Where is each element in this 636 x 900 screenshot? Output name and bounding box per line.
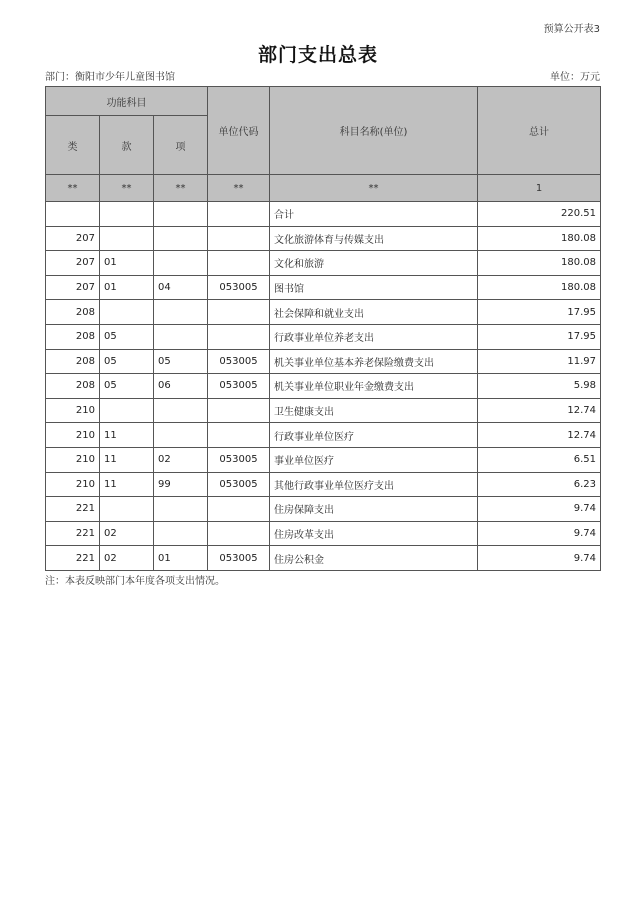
header-mark: ** (46, 175, 100, 202)
cell-xiang (154, 423, 208, 448)
cell-lei: 208 (46, 300, 100, 325)
cell-kuan: 01 (100, 251, 154, 276)
unit-label: 单位：万元 (550, 72, 600, 83)
cell-subject-name: 机关事业单位基本养老保险缴费支出 (270, 349, 478, 374)
cell-lei: 207 (46, 251, 100, 276)
table-row (46, 226, 601, 251)
cell-xiang (154, 398, 208, 423)
cell-kuan: 05 (100, 374, 154, 399)
cell-total: 17.95 (478, 300, 601, 325)
cell-subject-name: 文化旅游体育与传媒支出 (270, 226, 478, 251)
cell-unit-code (208, 521, 270, 546)
table-row (46, 447, 601, 472)
table-row (46, 497, 601, 522)
cell-unit-code (208, 251, 270, 276)
header-lei: 类 (46, 116, 100, 175)
cell-unit-code: 053005 (208, 275, 270, 300)
table-row (46, 349, 601, 374)
cell-xiang (154, 251, 208, 276)
cell-unit-code (208, 202, 270, 227)
cell-xiang: 01 (154, 546, 208, 571)
table-body (46, 202, 601, 571)
cell-total: 11.97 (478, 349, 601, 374)
cell-kuan: 01 (100, 275, 154, 300)
header-mark: ** (100, 175, 154, 202)
cell-total: 180.08 (478, 275, 601, 300)
table-number-label: 预算公开表3 (543, 24, 600, 35)
cell-unit-code: 053005 (208, 447, 270, 472)
cell-total: 180.08 (478, 251, 601, 276)
cell-total: 5.98 (478, 374, 601, 399)
expense-table (45, 86, 601, 571)
cell-unit-code (208, 300, 270, 325)
table-row (46, 251, 601, 276)
table-row (46, 398, 601, 423)
cell-lei: 207 (46, 226, 100, 251)
cell-kuan: 11 (100, 423, 154, 448)
cell-subject-name: 机关事业单位职业年金缴费支出 (270, 374, 478, 399)
cell-unit-code (208, 226, 270, 251)
cell-lei: 207 (46, 275, 100, 300)
header-kuan: 款 (100, 116, 154, 175)
header-mark: 1 (478, 175, 601, 202)
page-title: 部门支出总表 (257, 44, 378, 66)
header-total: 总计 (478, 87, 601, 175)
table-row (46, 275, 601, 300)
cell-subject-name: 社会保障和就业支出 (270, 300, 478, 325)
cell-subject-name: 文化和旅游 (270, 251, 478, 276)
cell-unit-code (208, 497, 270, 522)
cell-kuan: 11 (100, 447, 154, 472)
cell-xiang (154, 324, 208, 349)
cell-total: 9.74 (478, 546, 601, 571)
cell-unit-code: 053005 (208, 374, 270, 399)
cell-kuan (100, 497, 154, 522)
cell-total: 9.74 (478, 497, 601, 522)
header-unit-code: 单位代码 (208, 87, 270, 175)
table-row (46, 324, 601, 349)
cell-lei: 221 (46, 546, 100, 571)
cell-kuan: 11 (100, 472, 154, 497)
cell-xiang (154, 300, 208, 325)
cell-unit-code: 053005 (208, 349, 270, 374)
cell-xiang (154, 521, 208, 546)
cell-xiang: 05 (154, 349, 208, 374)
cell-unit-code: 053005 (208, 546, 270, 571)
cell-unit-code (208, 324, 270, 349)
cell-subject-name: 合计 (270, 202, 478, 227)
cell-lei: 221 (46, 497, 100, 522)
cell-total: 220.51 (478, 202, 601, 227)
cell-total: 12.74 (478, 423, 601, 448)
cell-lei (46, 202, 100, 227)
cell-xiang: 99 (154, 472, 208, 497)
header-mark: ** (154, 175, 208, 202)
table-row (46, 521, 601, 546)
cell-kuan: 02 (100, 546, 154, 571)
department-label: 部门：衡阳市少年儿童图书馆 (45, 72, 175, 83)
cell-lei: 210 (46, 447, 100, 472)
cell-total: 9.74 (478, 521, 601, 546)
cell-total: 17.95 (478, 324, 601, 349)
cell-kuan: 02 (100, 521, 154, 546)
cell-lei: 210 (46, 398, 100, 423)
header-function-subject: 功能科目 (46, 87, 208, 116)
cell-total: 6.51 (478, 447, 601, 472)
table-row (46, 202, 601, 227)
header-subject-name: 科目名称(单位) (270, 87, 478, 175)
cell-lei: 221 (46, 521, 100, 546)
cell-unit-code (208, 423, 270, 448)
cell-total: 180.08 (478, 226, 601, 251)
cell-lei: 210 (46, 423, 100, 448)
cell-subject-name: 卫生健康支出 (270, 398, 478, 423)
cell-xiang: 02 (154, 447, 208, 472)
cell-kuan: 05 (100, 349, 154, 374)
header-mark: ** (208, 175, 270, 202)
cell-subject-name: 住房保障支出 (270, 497, 478, 522)
cell-xiang (154, 226, 208, 251)
table-row (46, 300, 601, 325)
table-row (46, 472, 601, 497)
cell-lei: 208 (46, 349, 100, 374)
cell-subject-name: 事业单位医疗 (270, 447, 478, 472)
table-row (46, 374, 601, 399)
cell-kuan (100, 300, 154, 325)
cell-kuan (100, 226, 154, 251)
cell-subject-name: 其他行政事业单位医疗支出 (270, 472, 478, 497)
cell-unit-code (208, 398, 270, 423)
header-xiang: 项 (154, 116, 208, 175)
cell-lei: 208 (46, 374, 100, 399)
cell-kuan (100, 398, 154, 423)
table-row (46, 546, 601, 571)
cell-unit-code: 053005 (208, 472, 270, 497)
cell-xiang (154, 497, 208, 522)
cell-kuan: 05 (100, 324, 154, 349)
table-row (46, 423, 601, 448)
cell-total: 6.23 (478, 472, 601, 497)
cell-subject-name: 住房公积金 (270, 546, 478, 571)
cell-kuan (100, 202, 154, 227)
cell-lei: 208 (46, 324, 100, 349)
cell-xiang: 06 (154, 374, 208, 399)
cell-subject-name: 行政事业单位医疗 (270, 423, 478, 448)
cell-subject-name: 图书馆 (270, 275, 478, 300)
cell-xiang: 04 (154, 275, 208, 300)
footnote: 注：本表反映部门本年度各项支出情况。 (45, 576, 225, 587)
header-mark: ** (270, 175, 478, 202)
cell-xiang (154, 202, 208, 227)
cell-lei: 210 (46, 472, 100, 497)
cell-subject-name: 住房改革支出 (270, 521, 478, 546)
cell-total: 12.74 (478, 398, 601, 423)
cell-subject-name: 行政事业单位养老支出 (270, 324, 478, 349)
